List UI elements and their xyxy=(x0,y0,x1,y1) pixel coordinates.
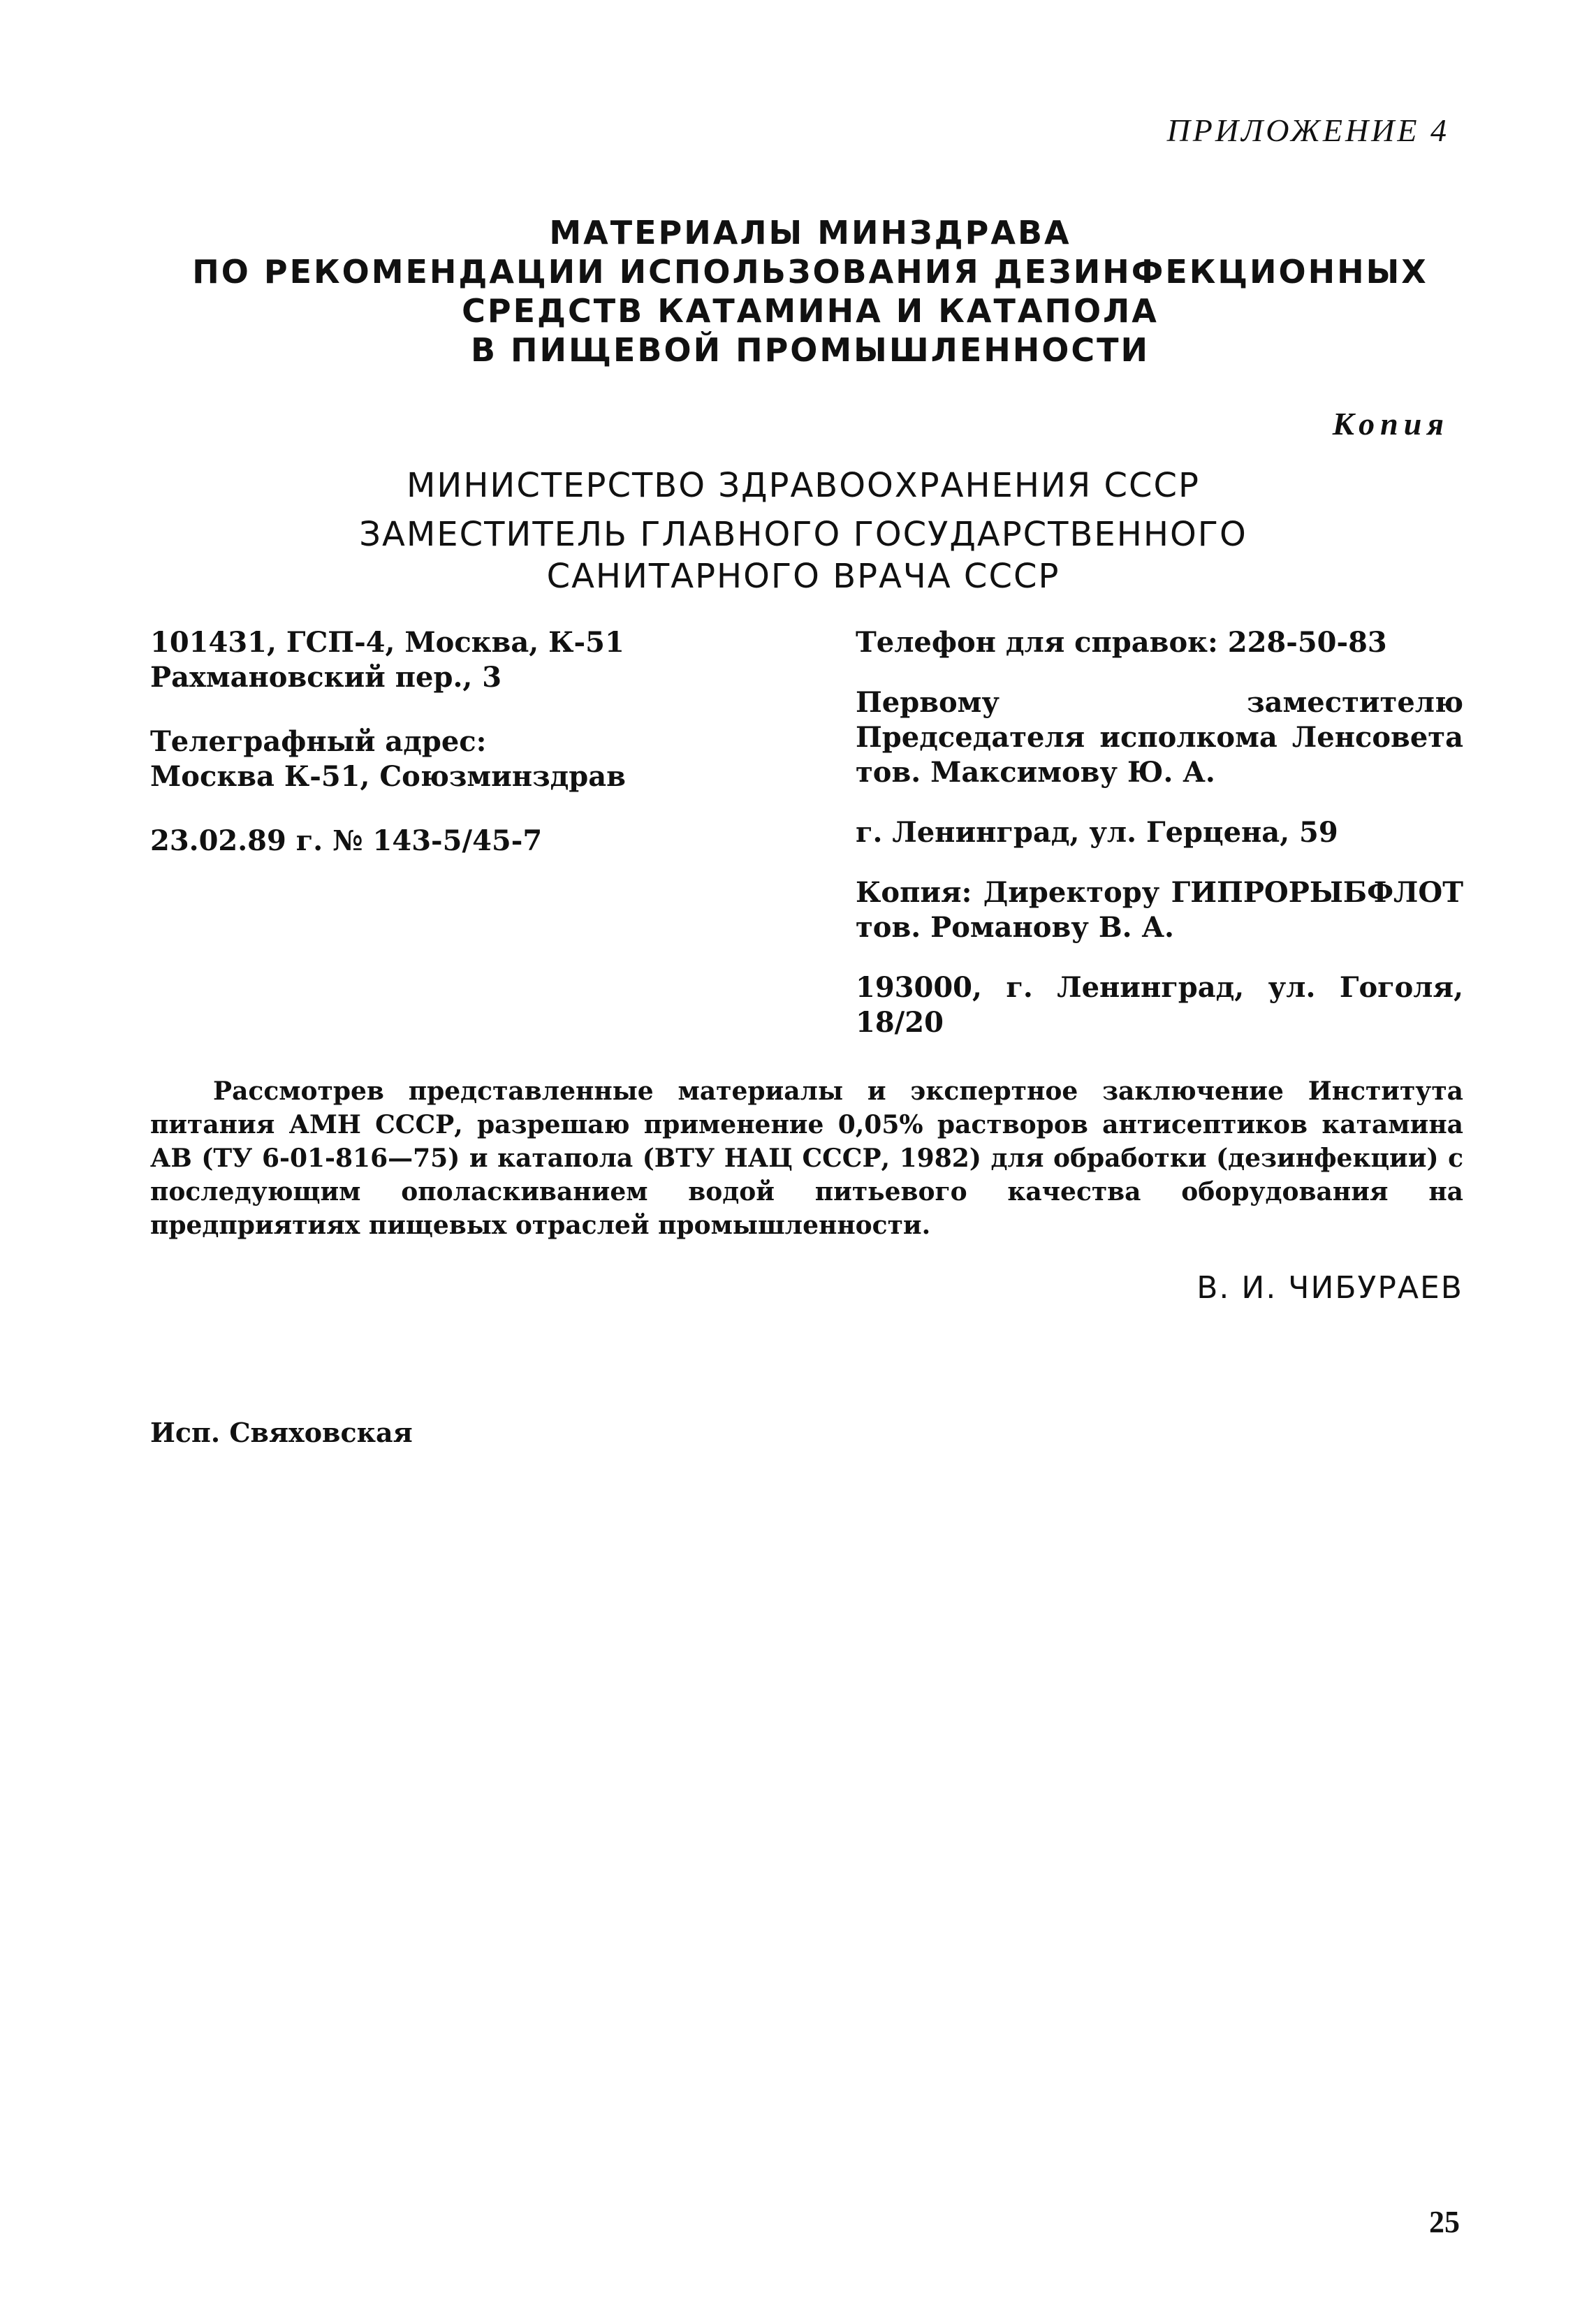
copy-recipient-address: 193000, г. Ленинград, ул. Гоголя, 18/20 xyxy=(856,971,1463,1039)
document-reference: 23.02.89 г. № 143-5/45-7 xyxy=(150,824,543,857)
copy-recipient: Копия: Директору ГИПРОРЫБФЛОТ тов. Романову В. А. xyxy=(856,876,1463,944)
addressee: Первому заместителю Председателя исполкома Ленсовета тов. Максимову Ю. А. xyxy=(856,686,1463,789)
address-line: Рахмановский пер., 3 xyxy=(150,661,502,694)
sender-block xyxy=(150,625,779,888)
telegraph-value: Москва К-51, Союзминздрав xyxy=(150,760,626,793)
telegraph-address xyxy=(150,724,779,794)
sender-address xyxy=(150,625,779,695)
heading-line: СРЕДСТВ КАТАМИНА И КАТАПОЛА xyxy=(462,292,1159,330)
official-title-line: САНИТАРНОГО ВРАЧА СССР xyxy=(546,557,1060,596)
letterhead xyxy=(279,465,1327,597)
page-number: 25 xyxy=(1429,2205,1460,2239)
appendix-label: ПРИЛОЖЕНИЕ 4 xyxy=(1166,112,1449,148)
phone-reference: Телефон для справок: 228-50-83 xyxy=(856,626,1387,659)
official-title-line: ЗАМЕСТИТЕЛЬ ГЛАВНОГО ГОСУДАРСТВЕННОГО xyxy=(359,515,1247,554)
signature: В. И. ЧИБУРАЕВ xyxy=(1196,1270,1463,1306)
address-line: 101431, ГСП-4, Москва, К-51 xyxy=(150,626,624,659)
recipient-block xyxy=(856,625,1463,1065)
addressee-location: г. Ленинград, ул. Герцена, 59 xyxy=(856,816,1338,849)
ministry-name: МИНИСТЕРСТВО ЗДРАВООХРАНЕНИЯ СССР xyxy=(407,466,1200,505)
heading-line: МАТЕРИАЛЫ МИНЗДРАВА xyxy=(549,214,1071,251)
telegraph-label: Телеграфный адрес: xyxy=(150,725,487,758)
heading-line: В ПИЩЕВОЙ ПРОМЫШЛЕННОСТИ xyxy=(470,331,1150,369)
executor-note: Исп. Свяховская xyxy=(150,1417,413,1448)
document-heading xyxy=(182,213,1439,370)
copy-mark: Копия xyxy=(1332,406,1449,442)
body-paragraph: Рассмотрев представленные материалы и экспертное заключение Института питания АМН СССР, разрешаю применение 0,05% растворов антисептиков катамина АВ (ТУ 6-01-816—75) и катапола (ВТУ НАЦ СССР, 1982) для обработки (дезинфекции) с последующим ополаскиванием водой питьевого качества оборудования на предприятиях пищевых отраслей промышленности. xyxy=(150,1077,1463,1240)
heading-line: ПО РЕКОМЕНДАЦИИ ИСПОЛЬЗОВАНИЯ ДЕЗИНФЕКЦИОННЫХ xyxy=(192,253,1428,291)
